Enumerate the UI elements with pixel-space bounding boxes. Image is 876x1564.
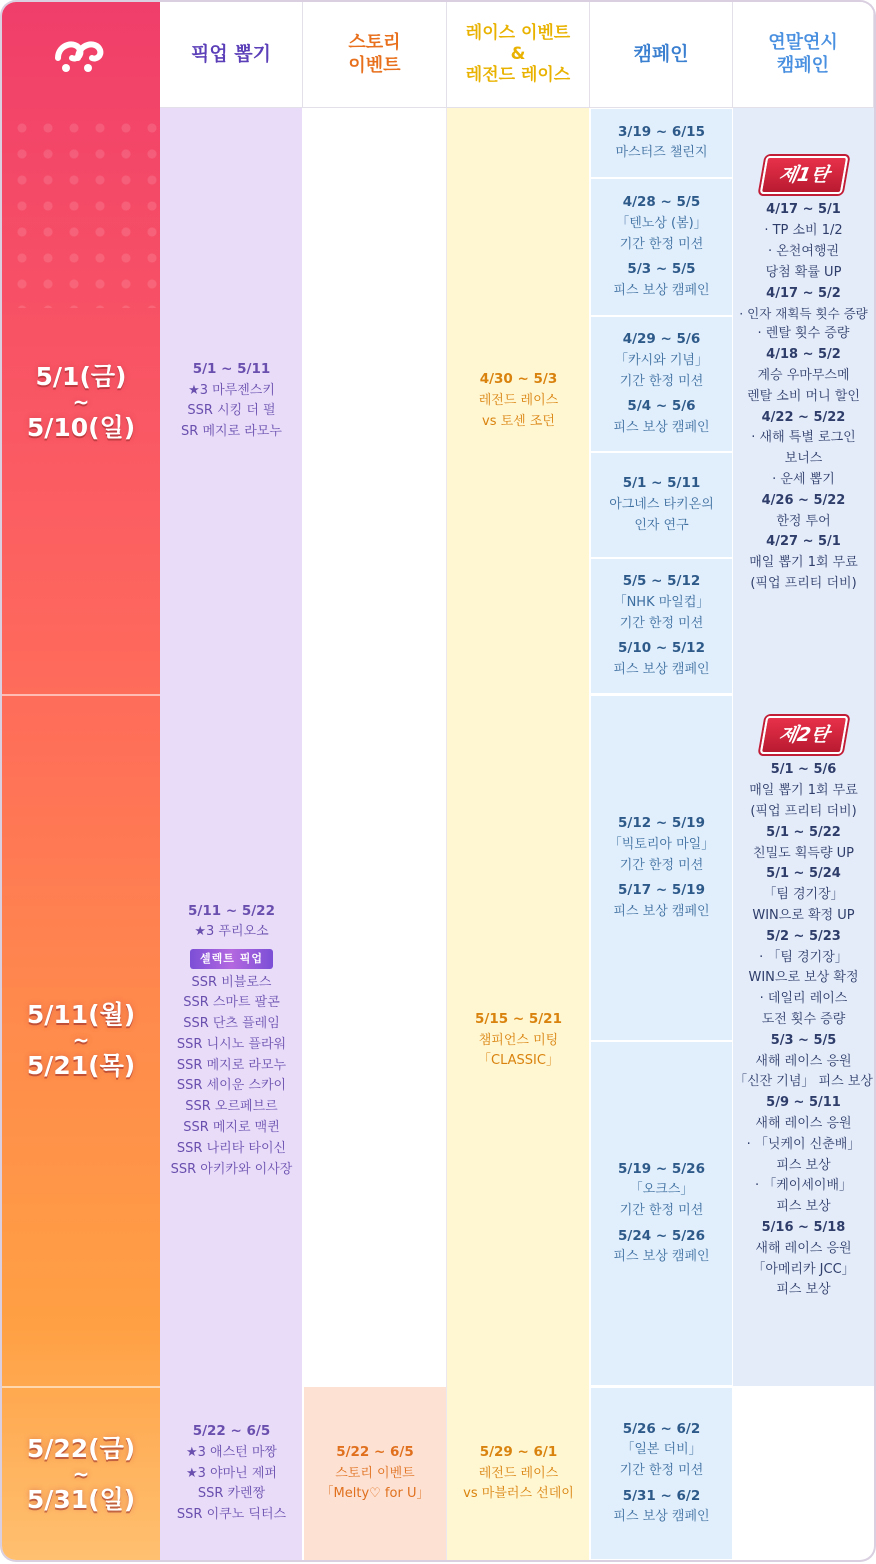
period-label-2	[2, 980, 160, 1100]
campaign-cell	[590, 178, 733, 316]
period-label-3	[2, 1414, 160, 1534]
yearend-item: WIN으로 보상 확정	[748, 970, 859, 986]
yearend-date: 4/26 ~ 5/22	[761, 492, 846, 508]
select-item: SSR 오르페브르	[185, 1099, 278, 1115]
race-date: 5/15 ~ 5/21	[475, 1010, 562, 1027]
campaign-date: 5/1 ~ 5/11	[622, 475, 701, 492]
yearend-item: (픽업 프리티 더비)	[750, 803, 857, 819]
yearend-item: · 「닛케이 신춘배」	[746, 1136, 861, 1152]
header-yearend-campaign: 연말연시 캠페인	[733, 2, 874, 108]
period-start: 5/1(금)	[35, 362, 127, 391]
campaign-item: 기간 한정 미션	[619, 236, 704, 252]
yearend-item: 새해 레이스 응원	[755, 1115, 852, 1131]
date-column-pattern	[2, 108, 160, 308]
campaign-item: 「카시와 기념」	[615, 352, 708, 368]
period-tilde: ~	[72, 390, 90, 414]
campaign-date: 5/10 ~ 5/12	[618, 640, 705, 657]
campaign-item: 기간 한정 미션	[619, 1203, 704, 1219]
pickup-item: ★3 야마닌 제퍼	[186, 1465, 277, 1481]
part-2-banner: 제2탄	[759, 716, 848, 754]
campaign-item: 기간 한정 미션	[619, 1463, 704, 1479]
campaign-item: 마스터즈 챌린지	[615, 145, 708, 161]
yearend-date: 5/3 ~ 5/5	[770, 1032, 837, 1048]
campaign-cell	[590, 1387, 733, 1560]
campaign-date: 4/28 ~ 5/5	[622, 194, 701, 211]
yearend-item: 보너스	[784, 451, 823, 467]
campaign-date: 5/17 ~ 5/19	[618, 882, 705, 899]
period-start: 5/11(월)	[26, 1000, 136, 1029]
yearend-date: 5/1 ~ 5/24	[766, 866, 841, 882]
select-item: SSR 니시노 플라워	[176, 1036, 287, 1052]
campaign-item: 「NHK 마일컵」	[613, 594, 710, 610]
race-date: 4/30 ~ 5/3	[479, 371, 558, 388]
story-item: 스토리 이벤트	[335, 1465, 415, 1481]
pickup-item: ★3 마루젠스키	[188, 382, 275, 398]
campaign-item: 기간 한정 미션	[619, 857, 704, 873]
yearend-item: · 렌탈 횟수 증량	[757, 326, 850, 342]
yearend-date: 5/2 ~ 5/23	[766, 928, 841, 944]
race-item: 챔피언스 미팅	[478, 1032, 559, 1048]
race-item: 레전드 레이스	[478, 393, 559, 408]
yearend-item: · 새해 특별 로그인	[751, 430, 856, 446]
campaign-item: 피스 보상 캠페인	[613, 282, 710, 298]
yearend-item: 한정 투어	[776, 513, 831, 529]
story-date: 5/22 ~ 6/5	[336, 1443, 414, 1460]
pickup-item: SSR 카렌짱	[197, 1486, 266, 1502]
race-cell-3	[447, 1387, 590, 1560]
yearend-item: WIN으로 확정 UP	[752, 907, 855, 923]
select-item: SSR 단츠 플레임	[183, 1016, 280, 1032]
campaign-date: 4/29 ~ 5/6	[622, 331, 701, 348]
yearend-item: · 인자 재획득 횟수 증량	[739, 306, 868, 322]
campaign-date: 5/4 ~ 5/6	[627, 398, 696, 415]
pickup-cell-1	[160, 108, 303, 694]
race-item: 「CLASSIC」	[478, 1053, 559, 1069]
campaign-item: 아그네스 타키온의	[609, 497, 714, 512]
campaign-item: 「오크스」	[629, 1182, 694, 1198]
period-divider	[2, 1386, 160, 1388]
pickup-item: ★3 푸리오소	[194, 924, 269, 940]
campaign-cell	[590, 558, 733, 694]
header-campaign: 캠페인	[590, 2, 733, 108]
pickup-item: SSR 시킹 더 펄	[187, 403, 276, 419]
yearend-item: · 「케이세이배」	[754, 1178, 853, 1194]
yearend-item: 매일 뽑기 1회 무료	[749, 783, 858, 799]
campaign-item: 기간 한정 미션	[619, 373, 704, 389]
period-tilde: ~	[72, 1462, 90, 1486]
campaign-date: 5/5 ~ 5/12	[622, 573, 701, 590]
period-end: 5/10(일)	[26, 413, 136, 442]
pickup-cell-2	[160, 695, 303, 1386]
period-tilde: ~	[72, 1028, 90, 1052]
race-item: vs 토센 조던	[482, 413, 555, 429]
header-race-event: 레이스 이벤트 & 레전드 레이스	[447, 2, 590, 108]
pickup-date: 5/22 ~ 6/5	[192, 1423, 271, 1440]
campaign-item: 인자 연구	[634, 517, 689, 533]
race-cell-2	[447, 695, 590, 1386]
campaign-cell	[590, 108, 733, 178]
campaign-item: 피스 보상 캠페인	[613, 1249, 710, 1265]
yearend-item: · 「팀 경기장」	[759, 949, 848, 965]
yearend-item: 새해 레이스 응원	[755, 1053, 852, 1069]
pickup-date: 5/11 ~ 5/22	[188, 902, 275, 919]
select-item: SSR 세이운 스카이	[176, 1078, 287, 1094]
yearend-part-1	[733, 148, 874, 694]
yearend-date: 5/1 ~ 5/6	[770, 762, 837, 778]
header-story-event: 스토리 이벤트	[303, 2, 447, 108]
yearend-item: 피스 보상	[776, 1282, 831, 1298]
yearend-date: 4/22 ~ 5/22	[761, 409, 846, 425]
select-pickup-badge: 셀렉트 픽업	[190, 949, 273, 969]
yearend-item: · TP 소비 1/2	[764, 223, 843, 239]
pickup-item: SSR 이쿠노 딕터스	[176, 1507, 287, 1523]
pickup-date: 5/1 ~ 5/11	[192, 361, 271, 377]
logo-icon	[2, 2, 160, 108]
campaign-date: 5/24 ~ 5/26	[618, 1227, 705, 1244]
yearend-item: 당첨 확률 UP	[765, 264, 842, 280]
schedule-calendar	[2, 2, 874, 1560]
yearend-item: 피스 보상	[776, 1157, 831, 1173]
campaign-item: 기간 한정 미션	[619, 615, 704, 631]
select-item: SSR 스마트 팔콘	[183, 995, 280, 1011]
pickup-item: SR 메지로 라모누	[181, 424, 282, 440]
campaign-item: 「텐노상 (봄)」	[616, 215, 707, 231]
yearend-date: 5/9 ~ 5/11	[766, 1095, 841, 1111]
campaign-date: 5/3 ~ 5/5	[627, 261, 696, 278]
select-item: SSR 메지로 맥퀸	[183, 1120, 280, 1136]
campaign-item: 「빅토리아 마일」	[608, 836, 715, 852]
period-divider	[2, 694, 160, 696]
campaign-date: 3/19 ~ 6/15	[618, 123, 705, 140]
select-item: SSR 비블로스	[191, 974, 272, 990]
campaign-cell	[590, 695, 733, 1041]
story-item: 「Melty♡ for U」	[320, 1486, 430, 1502]
yearend-date: 4/27 ~ 5/1	[766, 534, 841, 550]
yearend-item: 「신잔 기념」 피스 보상	[734, 1074, 873, 1090]
yearend-date: 5/16 ~ 5/18	[761, 1219, 846, 1235]
race-cell-1	[447, 108, 590, 694]
period-end: 5/31(일)	[26, 1485, 136, 1514]
yearend-item: · 온천여행권	[767, 243, 840, 259]
race-date: 5/29 ~ 6/1	[479, 1443, 558, 1460]
select-item: SSR 아키카와 이사장	[170, 1161, 293, 1177]
yearend-date: 4/17 ~ 5/1	[766, 202, 841, 218]
story-cell-1	[304, 1387, 446, 1560]
yearend-item: 계승 우마무스메	[757, 367, 850, 383]
campaign-item: 피스 보상 캠페인	[613, 419, 710, 435]
yearend-item: 렌탈 소비 머니 할인	[747, 388, 860, 404]
period-label-1	[2, 342, 160, 462]
yearend-item: · 운세 뽑기	[772, 471, 835, 487]
campaign-date: 5/19 ~ 5/26	[618, 1160, 705, 1177]
race-item: 레전드 레이스	[478, 1465, 559, 1481]
period-start: 5/22(금)	[26, 1434, 136, 1463]
campaign-cell	[590, 452, 733, 558]
yearend-item: 「아메리카 JCC」	[752, 1261, 855, 1277]
yearend-item: 새해 레이스 응원	[755, 1240, 852, 1256]
campaign-cell	[590, 316, 733, 452]
yearend-item: · 데일리 레이스	[759, 991, 848, 1007]
select-item: SSR 나리타 타이신	[176, 1140, 287, 1156]
story-column-bg	[303, 108, 447, 1560]
select-item: SSR 메지로 라모누	[176, 1057, 287, 1073]
yearend-item: 도전 횟수 증량	[761, 1011, 846, 1027]
pickup-cell-3	[160, 1387, 303, 1560]
campaign-date: 5/31 ~ 6/2	[622, 1487, 701, 1504]
yearend-item: 친밀도 획득량 UP	[753, 845, 854, 861]
header-pickup: 픽업 뽑기	[160, 2, 303, 108]
yearend-item: (픽업 프리티 더비)	[750, 575, 857, 591]
campaign-item: 「일본 더비」	[621, 1442, 702, 1458]
campaign-date: 5/26 ~ 6/2	[622, 1420, 701, 1437]
yearend-item: 매일 뽑기 1회 무료	[749, 555, 858, 571]
pickup-item: ★3 애스턴 마짱	[186, 1444, 277, 1460]
campaign-item: 피스 보상 캠페인	[613, 903, 710, 919]
period-end: 5/21(목)	[26, 1051, 136, 1080]
yearend-item: 「팀 경기장」	[763, 887, 844, 903]
campaign-item: 피스 보상 캠페인	[613, 1509, 710, 1525]
campaign-item: 피스 보상 캠페인	[613, 661, 710, 677]
race-item: vs 마블러스 선데이	[463, 1486, 574, 1502]
yearend-item: 피스 보상	[776, 1199, 831, 1215]
yearend-date: 4/18 ~ 5/2	[766, 347, 841, 363]
yearend-date: 5/1 ~ 5/22	[766, 824, 841, 840]
campaign-cell	[590, 1041, 733, 1386]
yearend-part-2	[733, 708, 874, 1386]
campaign-date: 5/12 ~ 5/19	[618, 815, 705, 832]
part-1-banner: 제1탄	[759, 156, 848, 194]
yearend-date: 4/17 ~ 5/2	[766, 285, 841, 301]
